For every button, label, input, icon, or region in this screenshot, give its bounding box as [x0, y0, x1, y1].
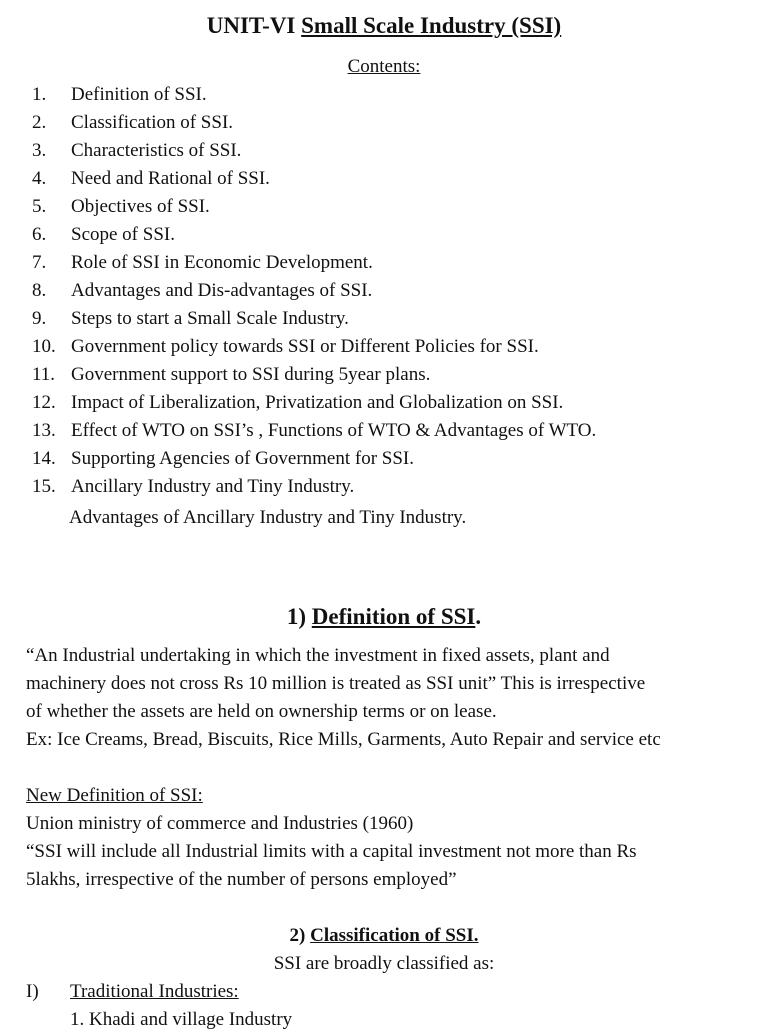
toc-item	[0, 138, 768, 166]
toc-text: Need and Rational of SSI.	[71, 168, 270, 189]
definition-text: “An Industrial undertaking in which the investment in fixed assets, plant and	[26, 645, 610, 666]
toc-text: Scope of SSI.	[71, 224, 175, 245]
toc-text: Characteristics of SSI.	[71, 140, 242, 161]
roman-numeral: I)	[26, 981, 39, 1002]
toc-item	[0, 362, 768, 390]
section-heading-classification	[0, 923, 768, 949]
toc-text: Effect of WTO on SSI’s , Functions of WTO & Advantages of WTO.	[71, 420, 597, 441]
toc-item	[0, 166, 768, 194]
toc-text: Government policy towards SSI or Different Policies for SSI.	[71, 336, 539, 357]
toc-number: 11.	[32, 364, 56, 385]
page-title	[0, 12, 768, 40]
examples-text: Ex: Ice Creams, Bread, Biscuits, Rice Mills, Garments, Auto Repair and service etc	[26, 729, 661, 750]
definition-text: machinery does not cross Rs 10 million is treated as SSI unit” This is irrespective	[26, 673, 646, 694]
unit-label: UNIT-VI	[206, 13, 296, 38]
toc-number: 2.	[32, 112, 47, 133]
toc-continuation: Advantages of Ancillary Industry and Tiny Industry.	[69, 507, 467, 528]
toc-number: 1.	[32, 84, 47, 105]
contents-heading: Contents:	[347, 56, 421, 77]
toc-number: 9.	[32, 308, 47, 329]
classification-intro: SSI are broadly classified as:	[273, 953, 495, 974]
toc-number: 12.	[32, 392, 56, 413]
toc-number: 15.	[32, 476, 56, 497]
toc-item	[0, 418, 768, 446]
toc-number: 5.	[32, 196, 47, 217]
section-title: Classification of SSI.	[310, 925, 479, 946]
toc-number: 10.	[32, 336, 56, 357]
toc-number: 6.	[32, 224, 47, 245]
toc-item	[0, 390, 768, 418]
section-title-period: .	[475, 604, 482, 629]
category-heading: Traditional Industries:	[70, 981, 239, 1002]
toc-item	[0, 278, 768, 306]
toc-text: Ancillary Industry and Tiny Industry.	[71, 476, 355, 497]
toc-text: Government support to SSI during 5year plans.	[71, 364, 431, 385]
toc-item	[0, 474, 768, 502]
toc-number: 13.	[32, 420, 56, 441]
toc-item	[0, 110, 768, 138]
new-definition-text: 5lakhs, irrespective of the number of persons employed”	[26, 869, 457, 890]
toc-text: Impact of Liberalization, Privatization and Globalization on SSI.	[71, 392, 564, 413]
toc-number: 14.	[32, 448, 56, 469]
toc-item	[0, 194, 768, 222]
toc-text: Definition of SSI.	[71, 84, 207, 105]
toc-number: 3.	[32, 140, 47, 161]
toc-number: 8.	[32, 280, 47, 301]
toc-item	[0, 334, 768, 362]
section-number: 2)	[289, 925, 306, 946]
toc-text: Role of SSI in Economic Development.	[71, 252, 373, 273]
section-heading-definition	[0, 603, 768, 631]
toc-text: Steps to start a Small Scale Industry.	[71, 308, 349, 329]
toc-item	[0, 446, 768, 474]
toc-item	[0, 250, 768, 278]
toc-text: Advantages and Dis-advantages of SSI.	[71, 280, 373, 301]
new-definition-label: New Definition of SSI:	[26, 785, 203, 806]
section-title: Definition of SSI	[311, 604, 476, 629]
category-item: 1. Khadi and village Industry	[70, 1009, 293, 1030]
toc-number: 4.	[32, 168, 47, 189]
toc-text: Classification of SSI.	[71, 112, 234, 133]
toc-text: Objectives of SSI.	[71, 196, 210, 217]
new-definition-source: Union ministry of commerce and Industries (1960)	[26, 813, 414, 834]
table-of-contents	[0, 82, 768, 502]
toc-text: Supporting Agencies of Government for SSI.	[71, 448, 415, 469]
unit-title: Small Scale Industry (SSI)	[301, 13, 562, 38]
toc-item	[0, 306, 768, 334]
toc-item	[0, 82, 768, 110]
section-number: 1)	[286, 604, 307, 629]
new-definition-text: “SSI will include all Industrial limits with a capital investment not more than Rs	[26, 841, 637, 862]
toc-number: 7.	[32, 252, 47, 273]
toc-item	[0, 222, 768, 250]
definition-text: of whether the assets are held on ownership terms or on lease.	[26, 701, 497, 722]
